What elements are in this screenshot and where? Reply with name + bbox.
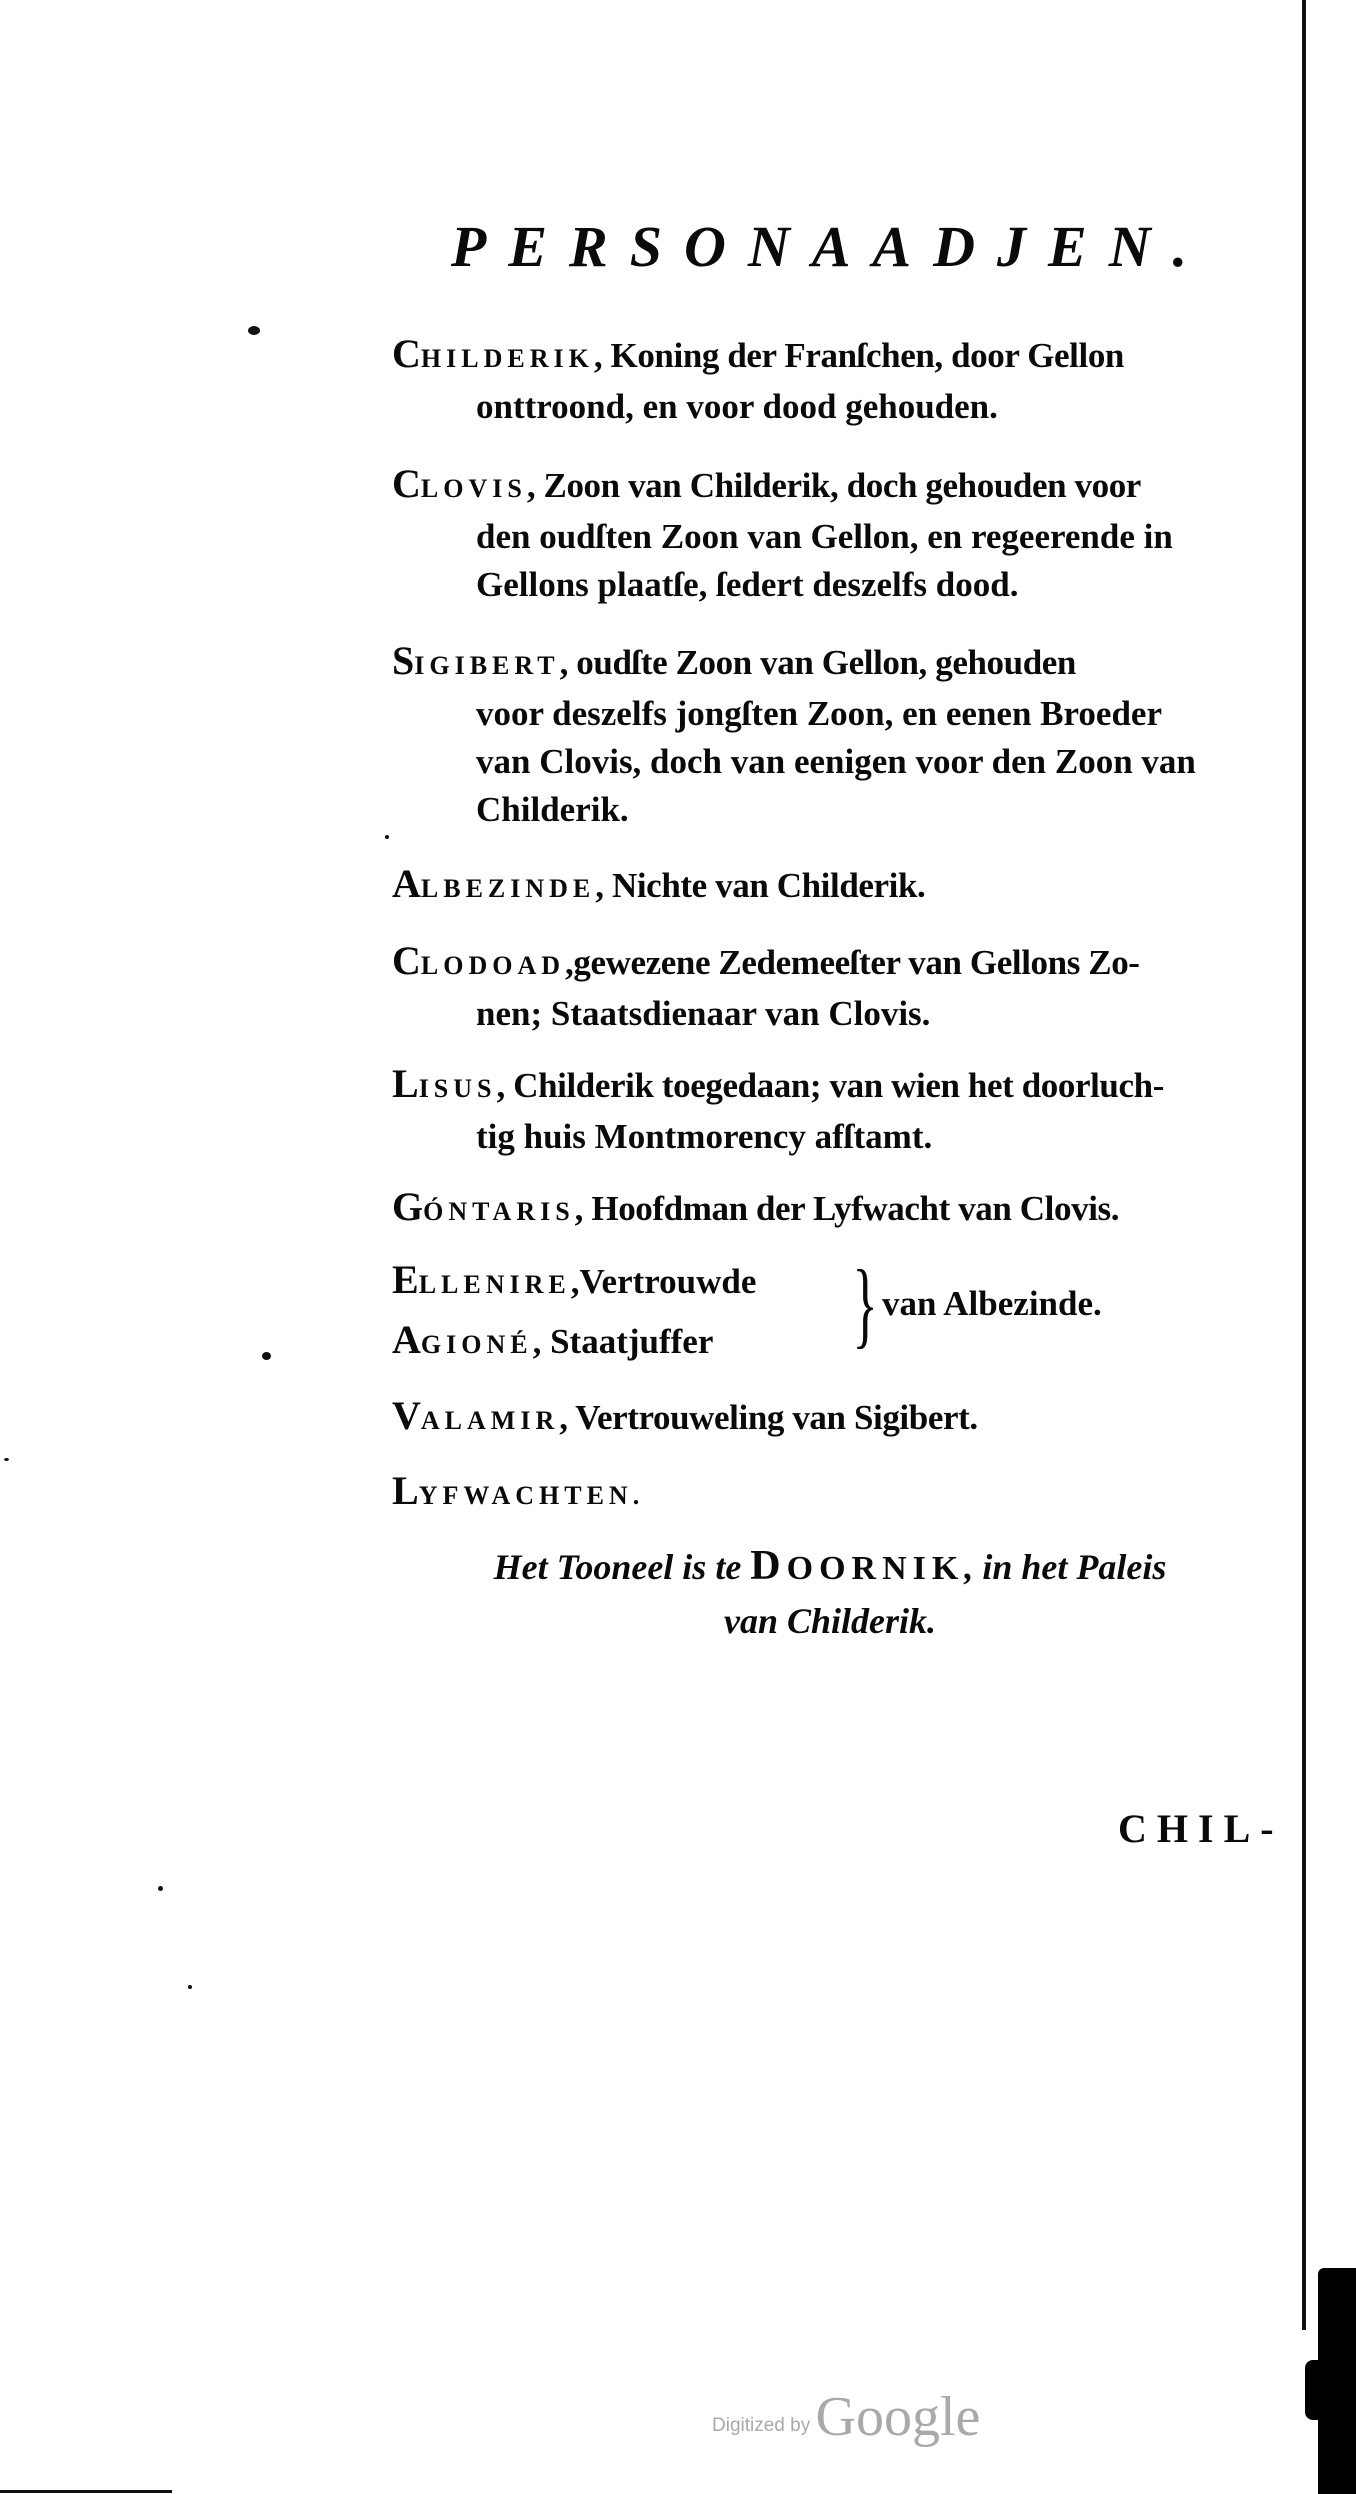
entry-line: LISUS, Childerik toegedaan; van wien het doorluch-: [392, 1061, 1164, 1106]
entry-line: onttroond, en voor dood gehouden.: [476, 387, 998, 426]
catchword: CHIL-: [1118, 1806, 1284, 1851]
scan-speck: [4, 1458, 9, 1461]
character-entry-lyfwachten: [392, 1467, 1284, 1520]
digitized-by-google-watermark: Digitized by Google: [712, 2386, 981, 2448]
entry-line: CLOVIS, Zoon van Childerik, doch gehouden voor: [392, 461, 1141, 506]
scan-speck: [248, 326, 260, 335]
character-name: LISUS: [392, 1061, 497, 1106]
entry-line: Gellons plaatſe, ſedert deszelfs dood.: [476, 565, 1019, 604]
entry-line: SIGIBERT, oudſte Zoon van Gellon, gehouden: [392, 638, 1076, 683]
scene-line-2: van Childerik.: [723, 1601, 937, 1641]
character-name: LYFWACHTEN.: [392, 1468, 645, 1513]
character-name: ALBEZINDE: [392, 861, 596, 906]
page-edge-line: [1302, 0, 1306, 2330]
entry-line: CLODOAD,gewezene Zedemeeſter van Gellons Zo-: [392, 938, 1140, 983]
character-entry-lisus: [392, 1060, 1284, 1161]
character-entry-clovis: [392, 460, 1284, 609]
entry-line: nen; Staatsdienaar van Clovis.: [476, 994, 931, 1033]
curly-brace-icon: }: [852, 1250, 878, 1357]
entry-line: [392, 1467, 1284, 1520]
entry-line: GÓNTARIS, Hoofdman der Lyfwacht van Clovis.: [392, 1184, 1120, 1229]
character-group-albezinde-attendants: [392, 1248, 1292, 1368]
scan-speck: [158, 1886, 163, 1891]
entry-line: CHILDERIK, Koning der Franſchen, door Gellon: [392, 331, 1124, 376]
character-name: GÓNTARIS: [392, 1184, 575, 1229]
entry-line: Childerik.: [476, 790, 629, 829]
page-title: PERSONAADJEN.: [450, 214, 1210, 279]
scan-speck: [262, 1352, 271, 1360]
character-entry-albezinde: [392, 860, 1284, 913]
entry-line: tig huis Montmorency afſtamt.: [476, 1117, 933, 1156]
character-name: SIGIBERT: [392, 638, 560, 683]
character-entry-sigibert: [392, 637, 1284, 834]
entry-line: voor deszelfs jongſten Zoon, en eenen Broeder: [476, 694, 1163, 733]
scan-speck: [188, 1985, 192, 1989]
scan-speck: [385, 835, 389, 839]
entry-line: VALAMIR, Vertrouweling van Sigibert.: [392, 1393, 978, 1438]
character-name: VALAMIR: [392, 1393, 560, 1438]
scan-edge-shadow: [1305, 2360, 1325, 2420]
character-entry-ellenire: ELLENIRE,Vertrouwde: [392, 1257, 757, 1302]
character-name: CLOVIS: [392, 461, 527, 506]
character-entry-agione: AGIONÉ, Staatjuffer: [392, 1317, 714, 1362]
scene-line-1: Het Tooneel is te DOORNIK, in het Paleis: [493, 1543, 1167, 1589]
character-name: CLODOAD: [392, 938, 566, 983]
character-entry-clodoad: [392, 937, 1284, 1038]
character-entry-valamir: [392, 1392, 1284, 1445]
entry-line: ALBEZINDE, Nichte van Childerik.: [392, 861, 926, 906]
character-entry-gontaris: [392, 1183, 1284, 1236]
google-logo: Google: [815, 2386, 981, 2448]
character-entry-childerik: [392, 330, 1284, 431]
entry-line: van Clovis, doch van eenigen voor den Zoon van: [476, 742, 1196, 781]
scene-setting: [380, 1540, 1280, 1647]
scan-bottom-rule: [0, 2490, 172, 2493]
scene-place: DOORNIK: [750, 1543, 965, 1589]
character-name: CHILDERIK: [392, 331, 594, 376]
shared-role: van Albezinde.: [882, 1284, 1102, 1323]
entry-line: den oudſten Zoon van Gellon, en regeerende in: [476, 517, 1173, 556]
